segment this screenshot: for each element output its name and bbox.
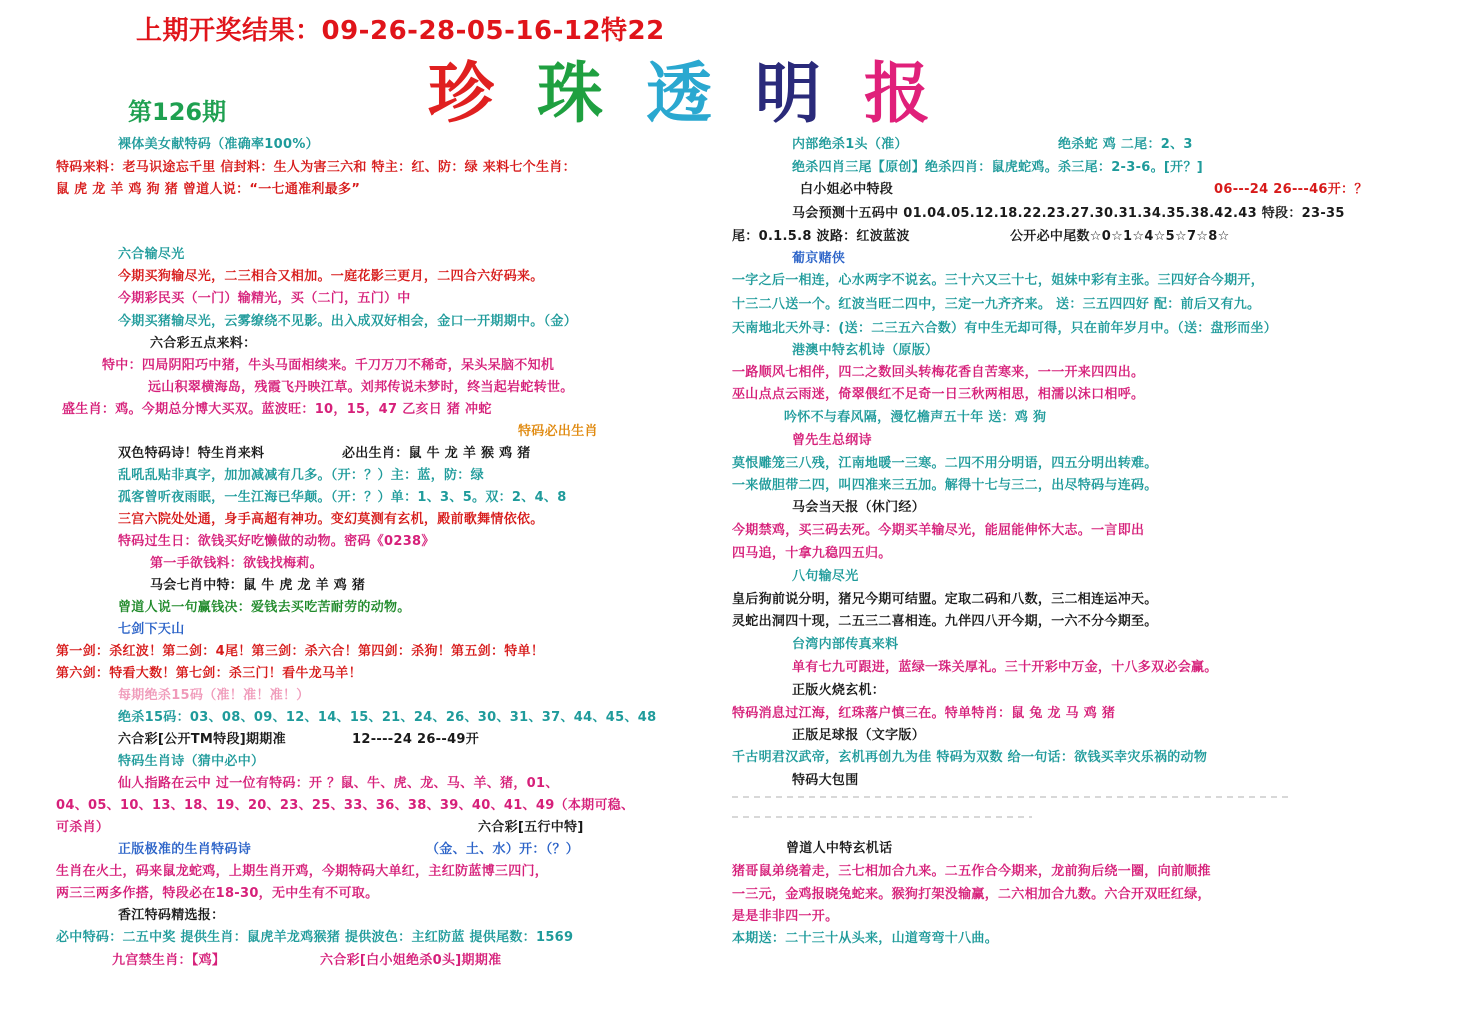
right-line: 一路顺风七相伴，四二之数回头转梅花香自苦寒来，一一开来四四出。: [732, 365, 1145, 380]
left-heading-zodiac-poem: 特码生肖诗（猜中必中）: [118, 754, 265, 769]
right-line: 猪哥鼠弟绕着走，三七相加合九来。二五作合今期来，龙前狗后绕一圈，向前顺推: [732, 864, 1211, 879]
right-line: 马会预测十五码中 01.04.05.12.18.22.23.27.30.31.34.35.38.42.43 特段：23-35: [792, 206, 1345, 221]
left-line: 马会七肖中特：鼠 牛 虎 龙 羊 鸡 猪: [150, 578, 366, 593]
right-line: 尾：0.1.5.8 波路：红波蓝波: [732, 229, 910, 244]
right-line: 公开必中尾数☆0☆1☆4☆5☆7☆8☆: [1010, 229, 1230, 244]
right-line: 一三元，金鸡报晓兔蛇来。猴狗打架没输赢，二六相加合九数。六合开双旺红绿，: [732, 887, 1211, 902]
left-line: 六合彩[白小姐绝杀0头]期期准: [320, 953, 502, 968]
right-heading-taiwan-fax: 台湾内部传真来料: [792, 637, 899, 652]
left-line: 第一手欲钱料：欲钱找梅莉。: [150, 556, 323, 571]
left-heading-xiangjiang: 香江特码精选报：: [118, 908, 225, 923]
right-line: 巫山点点云雨迷，倚翠偎红不足奇一日三秋两相思，相濡以沫口相呼。: [732, 387, 1145, 402]
left-line: 曾道人说一句赢钱决：爱钱去买吃苦耐劳的动物。: [118, 600, 411, 615]
left-line: 九宫禁生肖：【鸡】: [112, 953, 226, 968]
left-heading-seven-swords: 七剑下天山: [118, 622, 185, 637]
left-line: 绝杀15码：03、08、09、12、14、15、21、24、26、30、31、37、44、45、48: [118, 710, 657, 725]
left-line: 两三三两多作搭，特段必在18-30，无中生有不可取。: [56, 886, 379, 901]
left-line: 12----24 26--49开: [352, 732, 480, 747]
left-line: 仙人指路在云中 过一位有特码：开 ？鼠、牛、虎、龙、马、羊、猪，01、: [118, 776, 559, 791]
right-heading-eight-lines: 八句输尽光: [792, 569, 859, 584]
left-line: 特中：四局阴阳巧中猪，牛头马面相续来。千刀万刀不稀奇，呆头呆脑不知机: [102, 358, 555, 373]
title-char-2: 珠: [536, 54, 607, 132]
right-heading-fire-mystery: 正版火烧玄机：: [792, 683, 886, 698]
left-line: 第六剑：特看大数！第七剑：杀三门！看牛龙马羊！: [56, 666, 362, 681]
left-heading-liuhe: 六合输尽光: [118, 247, 185, 262]
right-line: 皇后狗前说分明，猪兄今期可结盟。定取二码和八数，三二相连运冲天。: [732, 592, 1158, 607]
right-line: 一字之后一相连，心水两字不说玄。三十六又三十七，姐妹中彩有主张。三四好合今期开，: [732, 273, 1265, 288]
right-line: 特码消息过江海，红珠落户慎三在。特单特肖：鼠 兔 龙 马 鸡 猪: [732, 706, 1116, 721]
title-char-1: 珍: [428, 54, 498, 132]
right-line: 灵蛇出洞四十现，二五三二喜相连。九伴四八开今期，一六不分今期至。: [732, 614, 1158, 629]
right-line: 吟怀不与春风隔，漫忆檐声五十年 送：鸡 狗: [784, 410, 1047, 425]
left-line: 可杀肖）: [56, 820, 110, 835]
left-line: 鼠 虎 龙 羊 鸡 狗 猪 曾道人说：“一七通准利最多”: [56, 182, 361, 197]
right-heading-kill-head: 内部绝杀1头（准）: [792, 137, 908, 152]
right-line: 本期送：二十三十从头来，山道弯弯十八曲。: [732, 931, 999, 946]
right-line: 天南地北天外寻：(送：二三五六合数）有中生无却可得，只在前年岁月中。（送：盘形而坐）: [732, 321, 1278, 336]
right-line: 今期禁鸡，买三码去死。今期买羊输尽光，能屈能伸怀大志。一言即出: [732, 523, 1145, 538]
title-char-3: 透: [645, 54, 716, 132]
left-heading-nude-beauty: 裸体美女献特码（准确率100%）: [118, 137, 319, 152]
left-heading-five-points: 六合彩五点来料：: [150, 336, 257, 351]
right-heading-big-surround: 特码大包围: [792, 773, 859, 788]
left-line: 特码来料：老马识途忘千里 信封料：生人为害三六和 特主：红、防：绿 来料七个生肖：: [56, 160, 576, 175]
left-line: 孤客曾听夜雨眠，一生江海已华颠。（开：？）单：1、3、5。双：2、4、8: [118, 490, 567, 505]
left-line: 六合彩[公开TM特段]期期准: [118, 732, 286, 747]
right-line: 千古明君汉武帝，玄机再创九为佳 特码为双数 给一句话：欲钱买幸灾乐祸的动物: [732, 750, 1208, 765]
divider: [732, 816, 1032, 818]
right-line: 莫恨雕笼三八残，江南地暖一三寒。二四不用分明语，四五分明出转难。: [732, 456, 1158, 471]
left-line: 04、05、10、13、18、19、20、23、25、33、36、38、39、40、41、49（本期可稳、: [56, 798, 635, 813]
left-line: 盛生肖：鸡。今期总分博大买双。蓝波旺：10，15，47 乙亥日 猪 冲蛇: [62, 402, 492, 417]
left-line: 今期买狗输尽光，二三相合又相加。一庭花影三更月，二四合六好码来。: [118, 269, 544, 284]
left-heading-two-color: 双色特码诗！特生肖来料: [118, 446, 265, 461]
right-heading-macau-gambler: 葡京赌侠: [792, 251, 846, 266]
title-char-5: 报: [863, 54, 934, 132]
right-line: 绝杀四肖三尾【原创】绝杀四肖：鼠虎蛇鸡。杀三尾：2-3-6。[开？]: [792, 160, 1204, 175]
newspaper-title: [428, 40, 946, 135]
issue-number: 第126期: [128, 98, 227, 126]
left-line: （金、土、水）开：（？）: [426, 842, 580, 857]
left-line: 今期彩民买（一门）输精光，买（二门，五门）中: [118, 291, 411, 306]
left-line: 乱吼乱贴非真字，加加减减有几多。（开：？）主：蓝，防：绿: [118, 468, 484, 483]
left-line: 六合彩[五行中特]: [478, 820, 584, 835]
right-line: 是是非非四一开。: [732, 909, 839, 924]
right-line: 绝杀蛇 鸡 二尾：2、3: [1058, 137, 1193, 152]
right-line: 四马追，十拿九稳四五归。: [732, 546, 892, 561]
left-line: 必出生肖：鼠 牛 龙 羊 猴 鸡 猪: [342, 446, 531, 461]
right-line: 06---24 26---46开：？: [1214, 182, 1368, 197]
right-heading-white-lady: 白小姐必中特段: [800, 182, 894, 197]
left-line: 特码过生日：欲钱买好吃懒做的动物。密码《0238》: [118, 534, 435, 549]
right-heading-zeng-mystery: 曾道人中特玄机话: [786, 841, 893, 856]
left-line: 三宫六院处处通，身手高超有神功。变幻莫测有玄机，殿前歌舞情依依。: [118, 512, 544, 527]
left-heading-kill-15: 每期绝杀15码（准！准！准！）: [118, 688, 310, 703]
title-char-4: 明: [754, 54, 825, 132]
right-heading-hk-macau-poem: 港澳中特玄机诗（原版）: [792, 343, 939, 358]
right-heading-football: 正版足球报（文字版）: [792, 728, 926, 743]
divider: [732, 796, 1292, 798]
last-result-banner: 上期开奖结果：09-26-28-05-16-12特22: [136, 16, 665, 46]
left-line: 第一剑：杀红波！第二剑：4尾！第三剑：杀六合！第四剑：杀狗！第五剑：特单！: [56, 644, 545, 659]
right-line: 十三二八送一个。红波当旺二四中，三定一九齐齐来。 送：三五四四好 配：前后又有九。: [732, 297, 1261, 312]
left-heading-precise-poem: 正版极准的生肖特码诗: [118, 842, 252, 857]
left-line: 远山积翠横海岛，残霞飞丹映江草。刘邦传说未梦时，终当起岩蛇转世。: [148, 380, 574, 395]
right-heading-mr-zeng: 曾先生总纲诗: [792, 433, 872, 448]
left-line: 今期买猪输尽光，云雾缭绕不见影。出入成双好相会，金口一开期期中。（金）: [118, 314, 578, 329]
right-heading-macau-daily: 马会当天报（休门经）: [792, 500, 926, 515]
left-line: 必中特码：二五中奖 提供生肖：鼠虎羊龙鸡猴猪 提供波色：主红防蓝 提供尾数：1569: [56, 930, 574, 945]
left-heading-must-zodiac: 特码必出生肖: [518, 424, 598, 439]
right-line: 单有七九可跟进，蓝绿一珠关厚礼。三十开彩中万金，十八多双必会赢。: [792, 660, 1218, 675]
right-line: 一来做胆带二四，叫四准来三五加。解得十七与三二，出尽特码与连码。: [732, 478, 1158, 493]
left-line: 生肖在火土，码来鼠龙蛇鸡，上期生肖开鸡，今期特码大单红，主红防蓝博三四门，: [56, 864, 549, 879]
